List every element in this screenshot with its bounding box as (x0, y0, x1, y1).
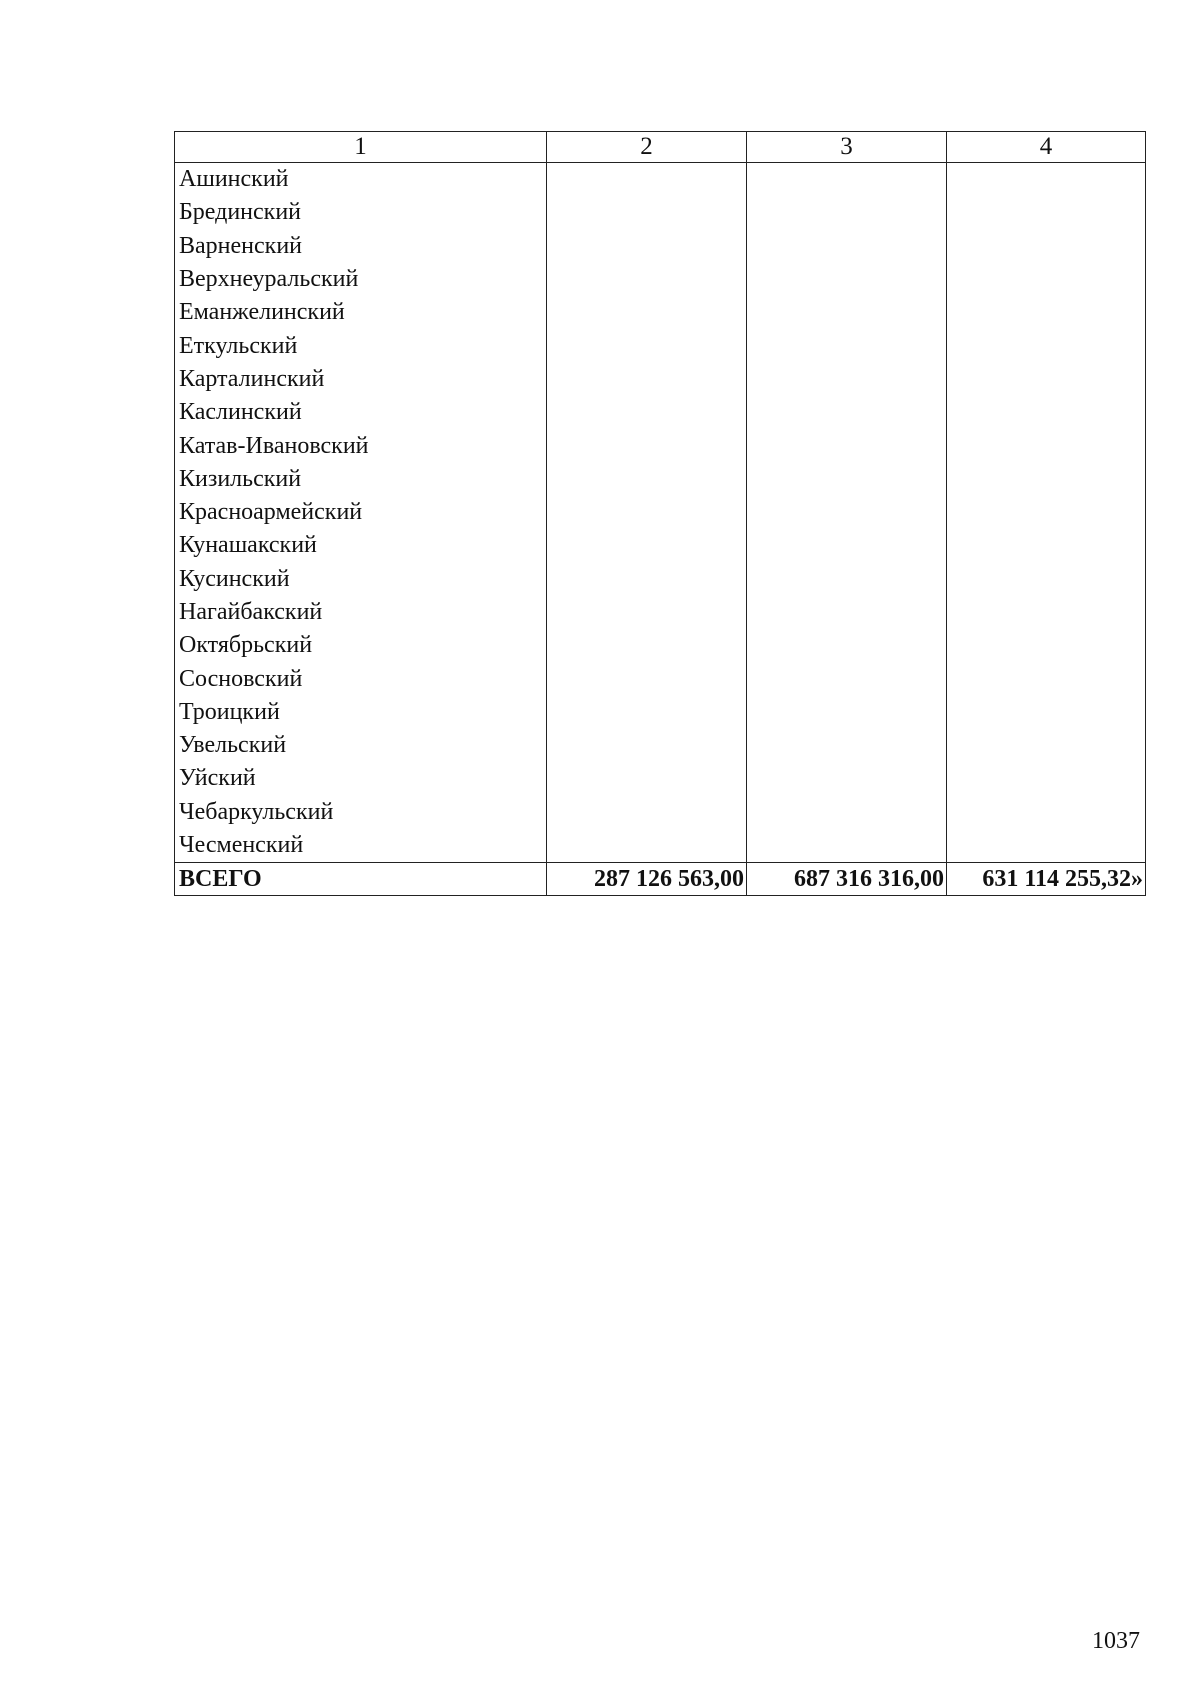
district-name: Троицкий (175, 696, 547, 729)
cell-col-2 (547, 263, 747, 296)
cell-col-2 (547, 662, 747, 695)
header-row (175, 132, 1146, 163)
district-name: Чебаркульский (175, 796, 547, 829)
total-col-4: 631 114 255,32» (947, 863, 1146, 896)
table-row (175, 563, 1146, 596)
cell-col-2 (547, 696, 747, 729)
table-row (175, 230, 1146, 263)
cell-col-2 (547, 329, 747, 362)
table-row (175, 363, 1146, 396)
cell-col-3 (747, 363, 947, 396)
table-row (175, 296, 1146, 329)
table-row (175, 496, 1146, 529)
cell-col-3 (747, 196, 947, 229)
cell-col-4 (947, 529, 1146, 562)
district-name: Варненский (175, 230, 547, 263)
cell-col-3 (747, 429, 947, 462)
cell-col-4 (947, 463, 1146, 496)
header-col-4: 4 (947, 132, 1146, 163)
cell-col-2 (547, 629, 747, 662)
cell-col-3 (747, 662, 947, 695)
district-name: Уйский (175, 762, 547, 795)
district-name: Октябрьский (175, 629, 547, 662)
cell-col-3 (747, 563, 947, 596)
table-row (175, 529, 1146, 562)
cell-col-3 (747, 596, 947, 629)
cell-col-3 (747, 796, 947, 829)
district-name: Еткульский (175, 329, 547, 362)
cell-col-4 (947, 396, 1146, 429)
page-number: 1037 (1092, 1628, 1140, 1654)
cell-col-4 (947, 329, 1146, 362)
cell-col-2 (547, 196, 747, 229)
header-col-2: 2 (547, 132, 747, 163)
cell-col-3 (747, 296, 947, 329)
district-name: Верхнеуральский (175, 263, 547, 296)
district-name: Кунашакский (175, 529, 547, 562)
cell-col-4 (947, 829, 1146, 863)
table-row (175, 196, 1146, 229)
district-name: Сосновский (175, 662, 547, 695)
header-col-3: 3 (747, 132, 947, 163)
cell-col-2 (547, 729, 747, 762)
cell-col-3 (747, 230, 947, 263)
cell-col-4 (947, 662, 1146, 695)
table-row (175, 163, 1146, 197)
district-name: Карталинский (175, 363, 547, 396)
cell-col-3 (747, 163, 947, 197)
cell-col-3 (747, 729, 947, 762)
cell-col-2 (547, 829, 747, 863)
table-row (175, 263, 1146, 296)
cell-col-3 (747, 263, 947, 296)
table-row (175, 329, 1146, 362)
cell-col-2 (547, 296, 747, 329)
table-row (175, 396, 1146, 429)
district-name: Нагайбакский (175, 596, 547, 629)
cell-col-2 (547, 796, 747, 829)
cell-col-3 (747, 696, 947, 729)
cell-col-3 (747, 329, 947, 362)
table-row (175, 829, 1146, 863)
cell-col-4 (947, 429, 1146, 462)
cell-col-4 (947, 629, 1146, 662)
district-name: Еманжелинский (175, 296, 547, 329)
table-row (175, 696, 1146, 729)
cell-col-3 (747, 463, 947, 496)
cell-col-4 (947, 230, 1146, 263)
district-name: Кизильский (175, 463, 547, 496)
total-label: ВСЕГО (175, 863, 547, 896)
table-row (175, 463, 1146, 496)
table-row (175, 662, 1146, 695)
total-col-2: 287 126 563,00 (547, 863, 747, 896)
table-row (175, 629, 1146, 662)
cell-col-4 (947, 296, 1146, 329)
district-name: Брединский (175, 196, 547, 229)
cell-col-4 (947, 796, 1146, 829)
cell-col-4 (947, 496, 1146, 529)
table-row (175, 596, 1146, 629)
district-name: Чесменский (175, 829, 547, 863)
cell-col-4 (947, 596, 1146, 629)
cell-col-2 (547, 596, 747, 629)
district-name: Ашинский (175, 163, 547, 197)
table-row (175, 729, 1146, 762)
table-body (175, 163, 1146, 896)
district-name: Каслинский (175, 396, 547, 429)
cell-col-3 (747, 629, 947, 662)
district-name: Красноармейский (175, 496, 547, 529)
table-row (175, 762, 1146, 795)
district-name: Кусинский (175, 563, 547, 596)
cell-col-2 (547, 429, 747, 462)
cell-col-3 (747, 762, 947, 795)
cell-col-2 (547, 163, 747, 197)
total-row (175, 863, 1146, 896)
cell-col-4 (947, 729, 1146, 762)
cell-col-2 (547, 463, 747, 496)
cell-col-4 (947, 263, 1146, 296)
cell-col-3 (747, 396, 947, 429)
cell-col-4 (947, 163, 1146, 197)
district-name: Увельский (175, 729, 547, 762)
cell-col-2 (547, 496, 747, 529)
header-col-1: 1 (175, 132, 547, 163)
district-table (174, 131, 1146, 896)
cell-col-3 (747, 529, 947, 562)
table-row (175, 429, 1146, 462)
cell-col-3 (747, 829, 947, 863)
cell-col-4 (947, 696, 1146, 729)
cell-col-4 (947, 196, 1146, 229)
district-name: Катав-Ивановский (175, 429, 547, 462)
cell-col-4 (947, 762, 1146, 795)
cell-col-4 (947, 563, 1146, 596)
cell-col-2 (547, 363, 747, 396)
cell-col-4 (947, 363, 1146, 396)
cell-col-2 (547, 396, 747, 429)
total-col-3: 687 316 316,00 (747, 863, 947, 896)
cell-col-2 (547, 529, 747, 562)
cell-col-2 (547, 230, 747, 263)
cell-col-2 (547, 762, 747, 795)
table-row (175, 796, 1146, 829)
cell-col-3 (747, 496, 947, 529)
cell-col-2 (547, 563, 747, 596)
